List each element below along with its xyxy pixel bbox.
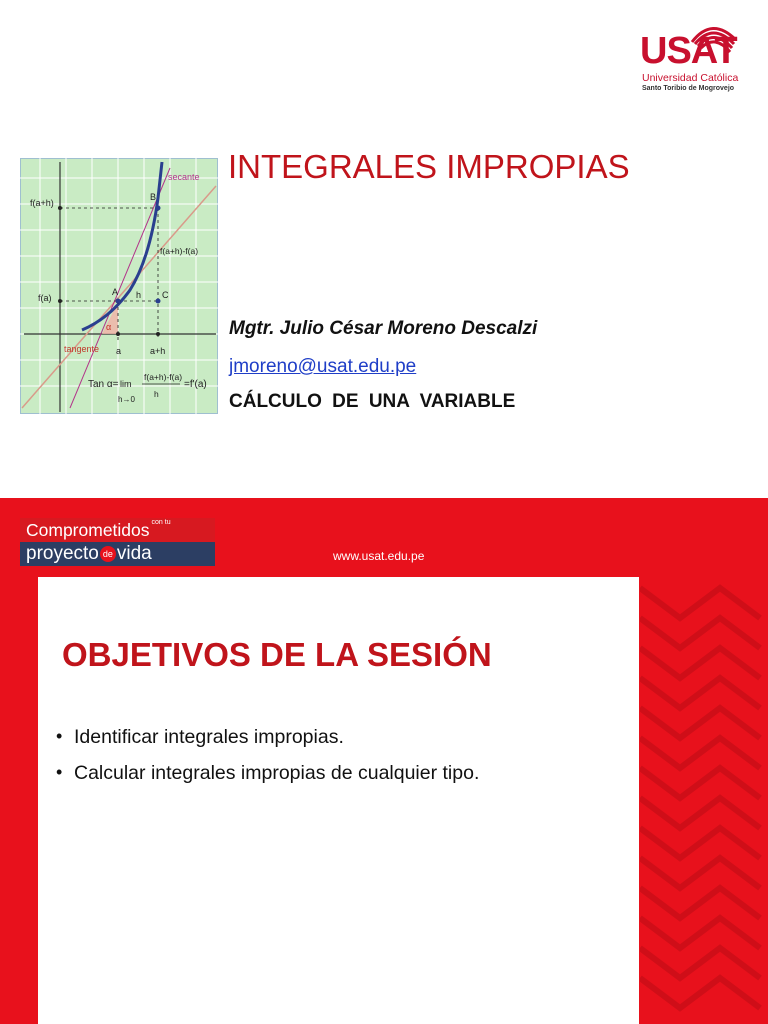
author-email-link[interactable]: jmoreno@usat.edu.pe — [229, 356, 417, 377]
h-to-zero-label: h→0 — [118, 395, 135, 404]
point-c-label: C — [162, 290, 169, 300]
objectives-title: OBJETIVOS DE LA SESIÓN — [62, 636, 492, 673]
derivative-result: =f'(a) — [184, 379, 207, 390]
logo-wordmark: USAT — [640, 30, 737, 72]
slogan-de-badge: de — [100, 546, 116, 562]
secante-label: secante — [168, 172, 200, 182]
f-a-label: f(a) — [38, 293, 52, 303]
tangente-label: tangente — [64, 344, 100, 354]
author-name: Mgtr. Julio César Moreno Descalzi — [229, 318, 538, 339]
slogan-con-tu: con tu — [151, 519, 171, 526]
slogan-word-vida: vida — [116, 543, 152, 564]
derivative-graph-illustration — [20, 158, 218, 414]
slogan-banner — [20, 518, 215, 566]
a-tick-label: a — [116, 346, 122, 356]
point-a-label: A — [112, 287, 119, 297]
point-b-label: B — [150, 192, 157, 202]
fraction-numerator: f(a+h)-f(a) — [144, 372, 183, 382]
a-plus-h-tick-label: a+h — [150, 346, 166, 356]
website-url[interactable]: www.usat.edu.pe — [333, 549, 425, 563]
list-item: • Calcular integrales impropias de cualquier tipo. — [54, 763, 479, 783]
title-slide — [0, 0, 768, 498]
content-panel — [38, 577, 639, 1024]
slide-title: INTEGRALES IMPROPIAS — [228, 148, 630, 185]
slogan-word-proyecto: proyecto — [26, 543, 99, 564]
slogan-line-1 — [20, 518, 215, 542]
logo-university-subname: Santo Toribio de Mogrovejo — [642, 85, 735, 92]
logo-university-name: Universidad Católica — [642, 72, 739, 84]
fraction-denominator: h — [154, 389, 159, 399]
tan-alpha-label: Tan α= — [88, 379, 119, 390]
objectives-list — [54, 727, 479, 799]
alpha-label: α — [106, 322, 112, 332]
f-a-plus-h-label: f(a+h) — [30, 198, 54, 208]
difference-label: f(a+h)-f(a) — [160, 246, 199, 256]
slogan-word-comprometidos: Comprometidos — [26, 520, 150, 540]
decorative-stripes — [640, 578, 768, 1024]
course-name: CÁLCULO DE UNA VARIABLE — [229, 391, 516, 412]
h-label: h — [136, 290, 142, 300]
list-item: • Identificar integrales impropias. — [54, 727, 479, 747]
slogan-line-2 — [20, 542, 215, 566]
objectives-slide — [0, 498, 768, 1024]
lim-label: lim — [120, 379, 132, 389]
